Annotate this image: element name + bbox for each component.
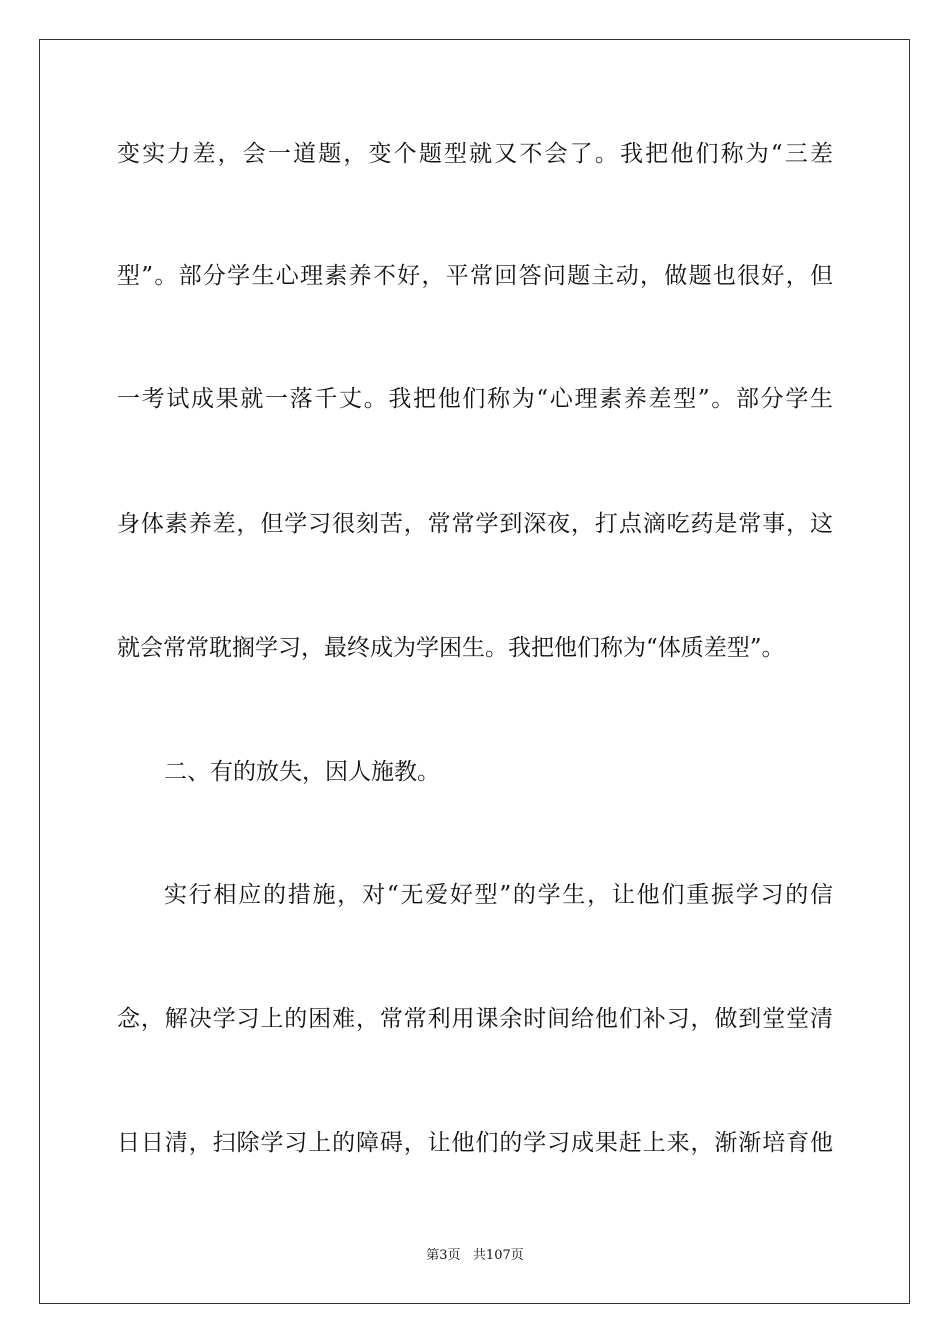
section-heading: 二、有的放失，因人施教。 [164,759,440,785]
page-number: 第3页 [426,1248,461,1263]
body-text-line: 实行相应的措施，对“无爱好型”的学生，让他们重振学习的信 [164,882,833,908]
body-text-line: 变实力差，会一道题，变个题型就又不会了。我把他们称为“三差 [117,141,833,167]
body-text-line: 一考试成果就一落千丈。我把他们称为“心理素养差型”。部分学生 [117,386,833,412]
total-pages: 共107页 [472,1248,524,1263]
body-text-line: 日日清，扫除学习上的障碍，让他们的学习成果赶上来，渐渐培育他 [117,1130,833,1156]
page-footer [0,1248,950,1264]
page-frame [39,39,910,1304]
body-text-line: 念，解决学习上的困难，常常利用课余时间给他们补习，做到堂堂清 [117,1006,833,1032]
body-text-line: 型”。部分学生心理素养不好，平常回答问题主动，做题也很好，但 [117,263,833,289]
body-text-line: 就会常常耽搁学习，最终成为学困生。我把他们称为“体质差型”。 [117,635,785,661]
body-text-line: 身体素养差，但学习很刻苦，常常学到深夜，打点滴吃药是常事，这 [117,511,833,537]
